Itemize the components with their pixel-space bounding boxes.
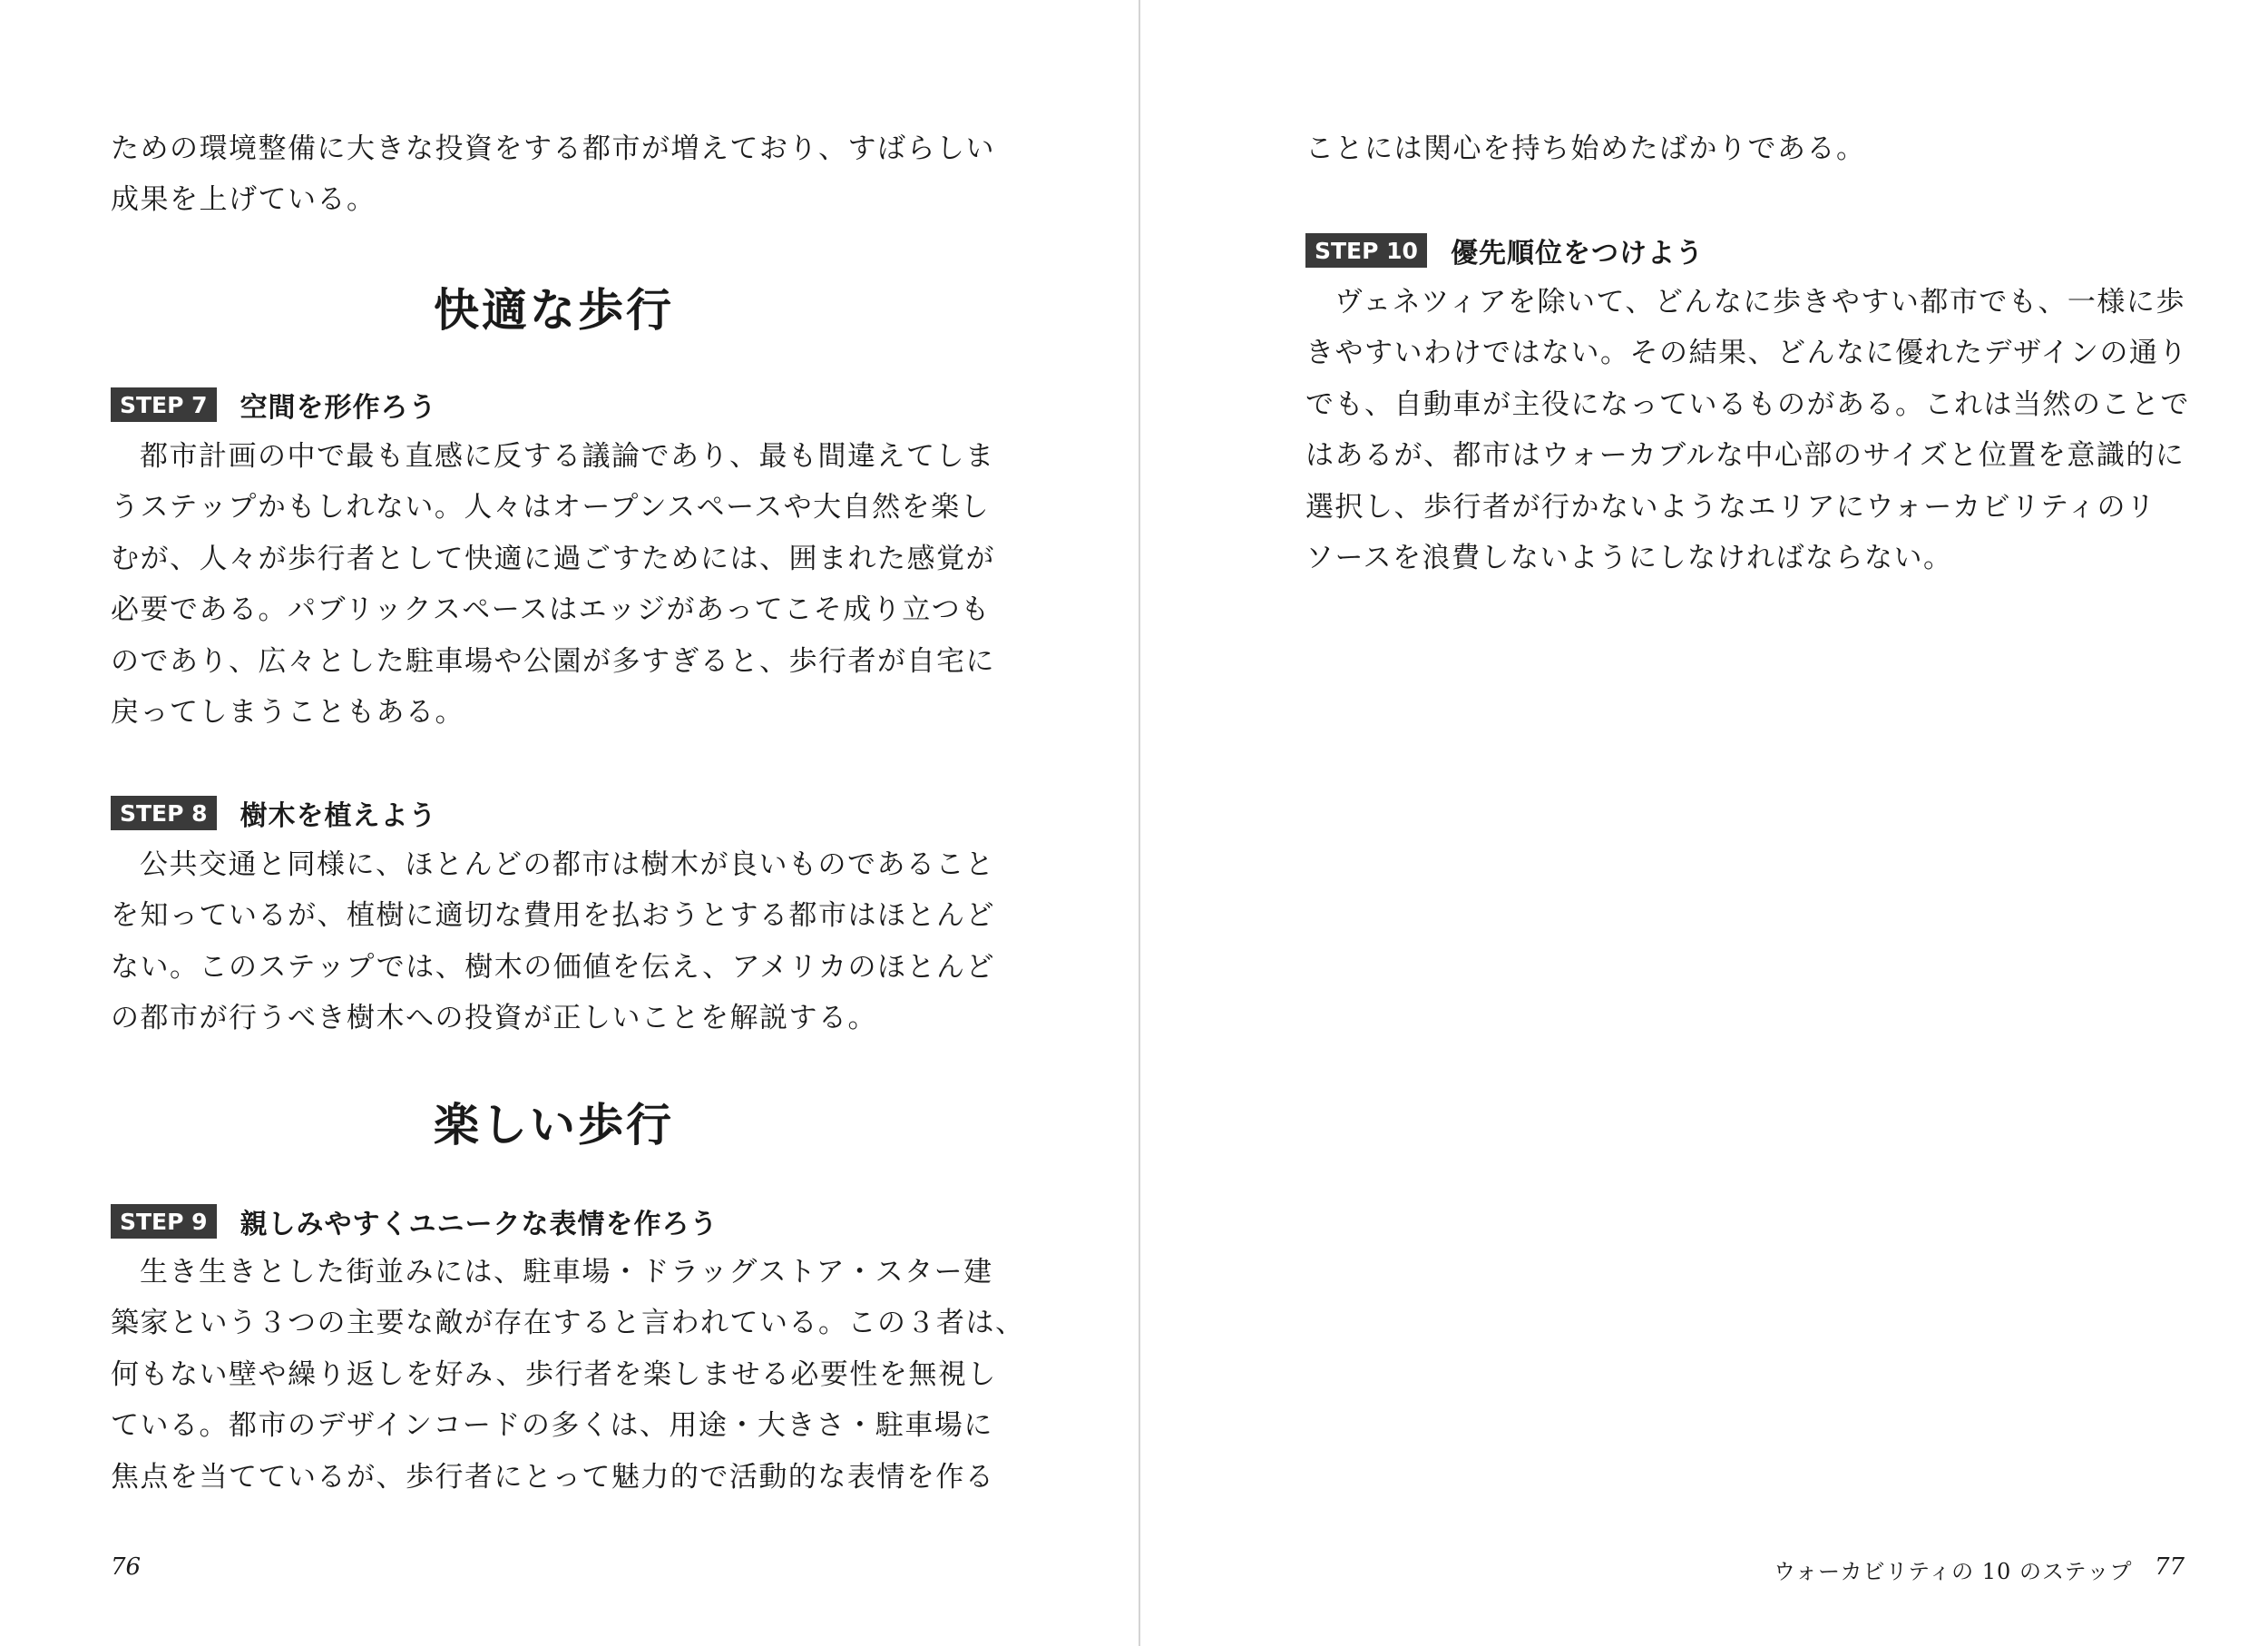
step-8-paragraph bbox=[111, 839, 995, 1044]
section-heading-comfortable-walk: 快適な歩行 bbox=[434, 283, 674, 337]
step-badge: STEP 10 bbox=[1305, 233, 1427, 268]
text-line: ソースを浪費しないようにしなければならない。 bbox=[1305, 541, 1953, 574]
running-head: ウォーカビリティの 10 のステップ bbox=[1774, 1559, 2133, 1584]
page-number: 77 bbox=[2155, 1553, 2185, 1581]
text-line: ヴェネツィアを除いて、どんなに歩きやすい都市でも、一様に歩 bbox=[1334, 286, 2185, 318]
text-line: 選択し、歩行者が行かないようなエリアにウォーカビリティのリ bbox=[1305, 490, 2156, 524]
text-line: 必要である。パブリックスペースはエッジがあってこそ成り立つも bbox=[111, 593, 991, 627]
step-8-header bbox=[111, 795, 437, 831]
text-line: ための環境整備に大きな投資をする都市が増えており、すばらしい bbox=[111, 132, 995, 165]
text-line: 都市計画の中で最も直感に反する議論であり、最も間違えてしま bbox=[140, 440, 995, 473]
text-line: でも、自動車が主役になっているものがある。これは当然のことで bbox=[1305, 387, 2190, 421]
step-7-header bbox=[111, 387, 437, 423]
step-10-header bbox=[1305, 232, 1704, 269]
intro-paragraph bbox=[1305, 123, 1866, 174]
step-7-paragraph bbox=[111, 431, 995, 738]
text-line: の都市が行うべき樹木への投資が正しいことを解説する。 bbox=[111, 1002, 877, 1035]
text-line: を知っているが、植樹に適切な費用を払おうとする都市はほとんど bbox=[111, 899, 995, 933]
text-line: きやすいわけではない。その結果、どんなに優れたデザインの通り bbox=[1305, 337, 2188, 370]
text-line: 戻ってしまうこともある。 bbox=[111, 695, 464, 729]
text-line: ている。都市のデザインコードの多くは、用途・大きさ・駐車場に bbox=[111, 1409, 993, 1443]
text-line: むが、人々が歩行者として快適に過ごすためには、囲まれた感覚が bbox=[111, 542, 995, 575]
text-line: のであり、広々とした駐車場や公園が多すぎると、歩行者が自宅に bbox=[111, 644, 995, 678]
text-line: うステップかもしれない。人々はオープンスペースや大自然を楽し bbox=[111, 491, 991, 524]
text-line: ことには関心を持ち始めたばかりである。 bbox=[1305, 132, 1866, 165]
step-title: 空間を形作ろう bbox=[240, 392, 437, 424]
intro-paragraph bbox=[111, 123, 995, 226]
text-line: はあるが、都市はウォーカブルな中心部のサイズと位置を意識的に bbox=[1305, 439, 2185, 473]
page-number: 76 bbox=[111, 1553, 142, 1581]
step-title: 親しみやすくユニークな表情を作ろう bbox=[240, 1209, 719, 1240]
step-9-paragraph bbox=[111, 1247, 1025, 1503]
text-line: 何もない壁や繰り返しを好み、歩行者を楽しませる必要性を無視し bbox=[111, 1357, 997, 1391]
step-title: 樹木を植えよう bbox=[240, 800, 437, 832]
text-line: 焦点を当てているが、歩行者にとって魅力的で活動的な表情を作る bbox=[111, 1460, 995, 1494]
section-heading-fun-walk: 楽しい歩行 bbox=[434, 1098, 674, 1151]
step-badge: STEP 9 bbox=[111, 1204, 217, 1239]
right-page bbox=[1140, 0, 2268, 1646]
step-badge: STEP 8 bbox=[111, 796, 217, 830]
step-10-paragraph bbox=[1305, 277, 2190, 583]
text-line: ない。このステップでは、樹木の価値を伝え、アメリカのほとんど bbox=[111, 950, 995, 984]
step-badge: STEP 7 bbox=[111, 387, 217, 422]
text-line: 成果を上げている。 bbox=[111, 183, 376, 217]
text-line: 公共交通と同様に、ほとんどの都市は樹木が良いものであること bbox=[140, 848, 995, 881]
text-line: 生き生きとした街並みには、駐車場・ドラッグストア・スター建 bbox=[140, 1256, 993, 1288]
text-line: 築家という３つの主要な敵が存在すると言われている。この３者は、 bbox=[111, 1307, 1025, 1340]
step-title: 優先順位をつけよう bbox=[1450, 238, 1704, 269]
step-9-header bbox=[111, 1203, 719, 1239]
